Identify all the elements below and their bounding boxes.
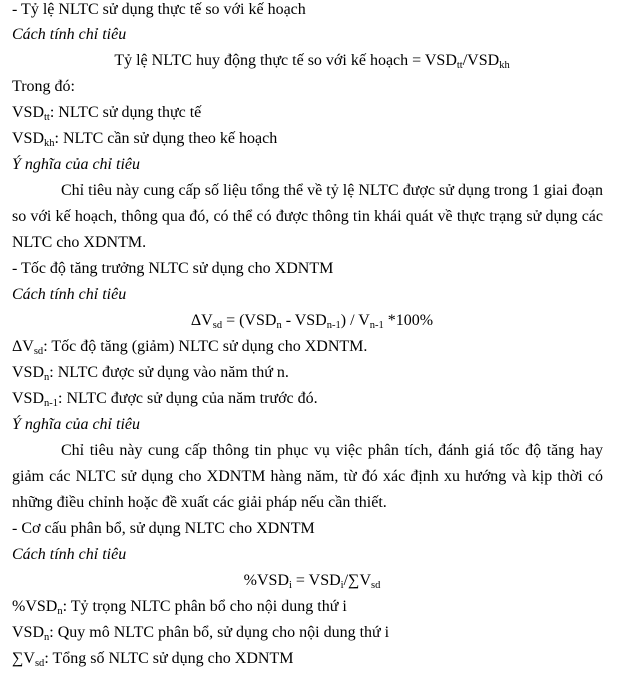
section2-def-vsdn: $VSD_n$: NLTC được sử dụng vào năm thứ n. [12,364,289,383]
section3-def-vsd: $VSD_n$: Quy mô NLTC phân bổ, sử dụng cho nội dung thứ i [12,624,390,643]
section2-def-delta-v: $\Delta V_{sd}$: Tốc độ tăng (giảm) NLTC sử dụng cho XDNTM. [12,338,368,357]
section2-meaning-paragraph: Chỉ tiêu này cung cấp thông tin phục vụ việc phân tích, đánh giá tốc độ tăng hay giảm các NLTC sử dụng cho XDNTM hàng năm, từ đó xác định xu hướng và kịp thời có những điều chỉnh hoặc đề xuất các giải pháp nếu cần thiết. [12,442,603,511]
section1-def-vsdtt: $VSD_{tt}$: NLTC sử dụng thực tế [12,104,202,123]
section3-heading: - Cơ cấu phân bổ, sử dụng NLTC cho XDNTM [12,520,315,537]
section3-def-percent-vsd: $\%VSD_n$: Tỷ trọng NLTC phân bổ cho nội dung thứ i [12,598,347,617]
section3-def-sum-v: $\sum V_{sd}$: Tổng số NLTC sử dụng cho XDNTM [12,650,294,669]
section2-method-label: Cách tính chỉ tiêu [12,286,127,303]
section1-def-vsdkh: $VSD_{kh}$: NLTC cần sử dụng theo kế hoạch [12,130,278,149]
section1-meaning-label: Ý nghĩa của chỉ tiêu [12,156,140,173]
section2-heading: - Tốc độ tăng trưởng NLTC sử dụng cho XDNTM [12,260,334,277]
section2-def-vsdn-1: $VSD_{n-1}$: NLTC được sử dụng của năm trước đó. [12,390,318,409]
section1-heading: - Tỷ lệ NLTC sử dụng thực tế so với kế hoạch [12,1,306,18]
section1-formula: Tỷ lệ NLTC huy động thực tế so với kế hoạch = $VSD_{tt}/VSD_{kh}$ [114,52,510,71]
section1-method-label: Cách tính chỉ tiêu [12,26,127,43]
section2-meaning-label: Ý nghĩa của chỉ tiêu [12,416,140,433]
section1-meaning-paragraph: Chỉ tiêu này cung cấp số liệu tổng thể về tỷ lệ NLTC được sử dụng trong 1 giai đoạn so với kế hoạch, thông qua đó, có thể có được thông tin khái quát về thực trạng sử dụng các NLTC cho XDNTM. [12,182,603,251]
section3-method-label: Cách tính chỉ tiêu [12,546,127,563]
section3-formula: $\%VSD_i = VSD_i/\sum V_{sd}$ [243,572,381,591]
section1-where-label: Trong đó: [12,78,75,95]
section2-formula: $\Delta V_{sd} = (VSD_n - VSD_{n-1}) / V_{n-1}$ *100% [190,312,434,331]
